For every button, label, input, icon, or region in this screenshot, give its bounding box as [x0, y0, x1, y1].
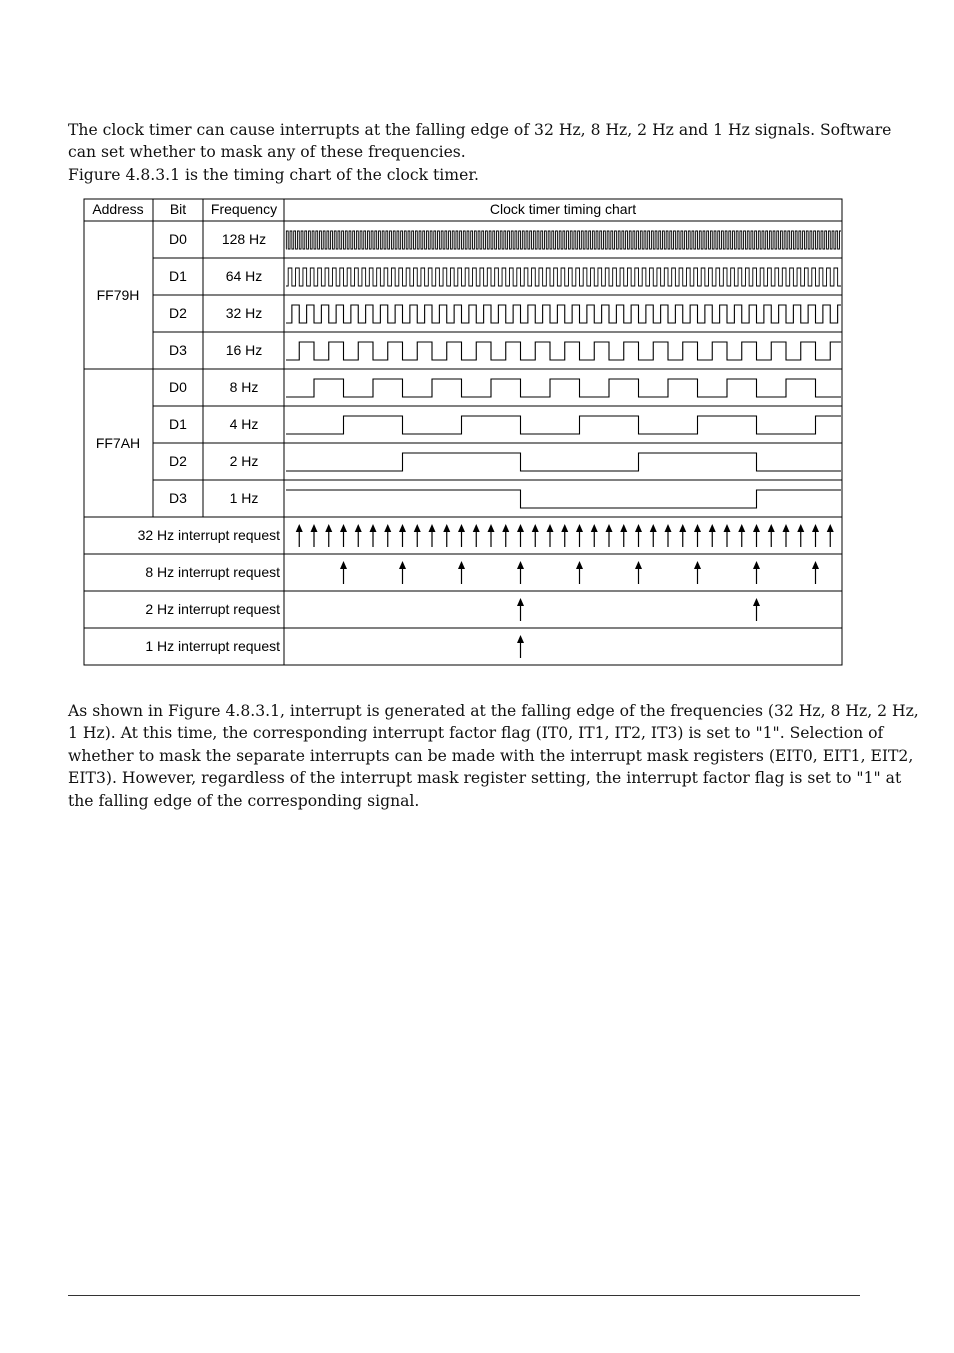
arrow-head: [340, 524, 347, 532]
bit-label: D1: [169, 416, 187, 432]
waveform-1hz: [286, 490, 841, 508]
intro-line: can set whether to mask any of these frequencies.: [68, 143, 466, 162]
interrupt-label-2hz: 2 Hz interrupt request: [145, 601, 280, 617]
table-labels: [92, 201, 636, 654]
bit-label: D3: [169, 490, 187, 506]
arrow-head: [709, 524, 716, 532]
arrow-head: [429, 524, 436, 532]
header-chart: Clock timer timing chart: [489, 201, 637, 217]
explain-line: EIT3). However, regardless of the interrupt mask register setting, the interrupt factor flag is set to "1" at: [68, 769, 902, 788]
header-bit: Bit: [169, 201, 187, 217]
waveform-4hz: [286, 416, 841, 434]
address-ff79h: FF79H: [96, 287, 140, 303]
arrow-head: [694, 524, 701, 532]
header-address: Address: [92, 201, 144, 217]
frequency-label: 1 Hz: [229, 490, 259, 506]
arrow-head: [724, 524, 731, 532]
address-ff7ah: FF7AH: [95, 435, 141, 451]
arrow-head: [296, 524, 303, 532]
arrow-head: [370, 524, 377, 532]
interrupt-label-1hz: 1 Hz interrupt request: [145, 638, 280, 654]
footer-rule: [68, 1295, 860, 1296]
interrupt-label-8hz: 8 Hz interrupt request: [145, 564, 280, 580]
waveform-16hz: [286, 342, 841, 360]
waveform-128hz: [286, 231, 841, 249]
arrow-head: [694, 561, 701, 569]
arrow-head: [768, 524, 775, 532]
arrow-head: [502, 524, 509, 532]
arrow-head: [399, 561, 406, 569]
arrow-head: [561, 524, 568, 532]
arrow-head: [665, 524, 672, 532]
arrow-head: [311, 524, 318, 532]
bit-label: D2: [169, 305, 187, 321]
waveform-8hz: [286, 379, 841, 397]
arrow-head: [532, 524, 539, 532]
explain-line: As shown in Figure 4.8.3.1, interrupt is generated at the falling edge of the frequencies (32 Hz, 8 Hz, 2 Hz,: [68, 702, 919, 720]
bit-label: D0: [169, 231, 187, 247]
arrow-head: [753, 524, 760, 532]
arrow-head: [547, 524, 554, 532]
arrow-head: [517, 561, 524, 569]
arrow-head: [488, 524, 495, 532]
arrow-head: [414, 524, 421, 532]
arrow-head: [635, 561, 642, 569]
arrow-head: [517, 524, 524, 532]
frequency-label: 8 Hz: [229, 379, 259, 395]
arrow-head: [458, 561, 465, 569]
arrow-head: [458, 524, 465, 532]
explain-line: whether to mask the separate interrupts can be made with the interrupt mask registers (EIT0, EIT1, EIT2,: [68, 746, 914, 765]
frequency-label: 16 Hz: [225, 342, 263, 358]
waveform-64hz: [286, 268, 841, 286]
arrow-head: [606, 524, 613, 532]
frequency-label: 4 Hz: [229, 416, 259, 432]
arrow-head: [399, 524, 406, 532]
arrow-head: [517, 598, 524, 606]
arrow-head: [812, 561, 819, 569]
frequency-label: 64 Hz: [225, 268, 263, 284]
arrow-head: [827, 524, 834, 532]
bit-label: D0: [169, 379, 187, 395]
intro-line: Figure 4.8.3.1 is the timing chart of the clock timer.: [68, 165, 480, 184]
frequency-label: 128 Hz: [221, 231, 267, 247]
arrow-head: [753, 598, 760, 606]
waveform-2hz: [286, 453, 841, 471]
arrow-head: [738, 524, 745, 532]
arrow-head: [591, 524, 598, 532]
waveform-32hz: [286, 305, 841, 323]
arrow-head: [443, 524, 450, 532]
arrow-head: [650, 524, 657, 532]
explanation-paragraph: [68, 700, 919, 812]
explain-line: 1 Hz). At this time, the corresponding interrupt factor flag (IT0, IT1, IT2, IT3) is set to "1". Selection of: [68, 724, 884, 743]
table-grid: [84, 199, 842, 665]
arrow-head: [783, 524, 790, 532]
arrow-head: [812, 524, 819, 532]
bit-label: D2: [169, 453, 187, 469]
bit-label: D1: [169, 268, 187, 284]
table-border: [84, 199, 842, 665]
arrow-head: [679, 524, 686, 532]
arrow-head: [340, 561, 347, 569]
arrow-head: [620, 524, 627, 532]
interrupt-label-32hz: 32 Hz interrupt request: [137, 527, 280, 543]
arrow-head: [355, 524, 362, 532]
arrow-head: [797, 524, 804, 532]
frequency-label: 32 Hz: [225, 305, 263, 321]
arrow-head: [576, 561, 583, 569]
arrow-head: [635, 524, 642, 532]
frequency-label: 2 Hz: [229, 453, 259, 469]
arrow-head: [325, 524, 332, 532]
arrow-head: [384, 524, 391, 532]
header-frequency: Frequency: [210, 201, 278, 217]
arrow-head: [517, 635, 524, 643]
arrow-head: [576, 524, 583, 532]
bit-label: D3: [169, 342, 187, 358]
explain-line: the falling edge of the corresponding signal.: [68, 791, 420, 810]
intro-line: The clock timer can cause interrupts at the falling edge of 32 Hz, 8 Hz, 2 Hz and 1 Hz signals. Software: [68, 121, 892, 139]
arrow-head: [473, 524, 480, 532]
arrow-head: [753, 561, 760, 569]
